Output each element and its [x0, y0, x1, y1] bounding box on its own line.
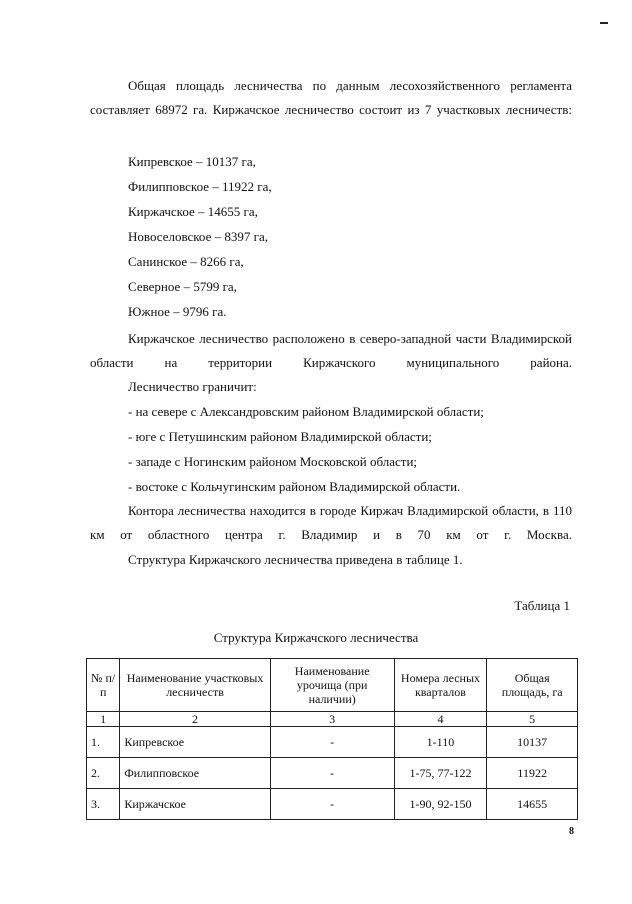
- row-number: 1.: [87, 727, 120, 758]
- table-title: Структура Киржачского лесничества: [213, 630, 419, 645]
- forestry-structure-table: [86, 658, 578, 820]
- header-forestry-name: Наименование участковых лесничеств: [120, 659, 270, 712]
- paragraph-office: [90, 499, 572, 547]
- row-area: 14655: [487, 789, 578, 820]
- border-item: - востоке с Кольчугинским районом Владимирской области.: [128, 479, 461, 494]
- paragraph-structure-ref: Структура Киржачского лесничества приведена в таблице 1.: [128, 552, 463, 567]
- row-tract: -: [270, 789, 394, 820]
- column-number: 5: [487, 712, 578, 727]
- corner-mark: [600, 22, 608, 24]
- row-forestry-name: Кипревское: [120, 727, 270, 758]
- row-forestry-name: Киржачское: [120, 789, 270, 820]
- border-item: - западе с Ногинским районом Московской области;: [128, 454, 418, 469]
- border-item: - юге с Петушинским районом Владимирской области;: [128, 429, 432, 444]
- border-item: - на севере с Александровским районом Владимирской области;: [128, 404, 484, 419]
- row-area: 11922: [487, 758, 578, 789]
- forestry-item: Южное – 9796 га.: [128, 304, 227, 319]
- header-number: № п/п: [87, 659, 120, 712]
- row-forestry-name: Филипповское: [120, 758, 270, 789]
- row-tract: -: [270, 727, 394, 758]
- header-area: Общая площадь, га: [487, 659, 578, 712]
- paragraph-location: [90, 327, 572, 375]
- column-number-row: [87, 712, 578, 727]
- table-caption: Таблица 1: [514, 598, 570, 613]
- row-quarters: 1-75, 77-122: [394, 758, 487, 789]
- table-row: [87, 789, 578, 820]
- table-header-row: [87, 659, 578, 712]
- paragraph-total-area-text: Общая площадь лесничества по данным лесохозяйственного регламента составляет 68972 га. Киржачское лесничество состоит из 7 участковых лесничеств:: [90, 78, 572, 117]
- paragraph-location-text: Киржачское лесничество расположено в северо-западной части Владимирской области на территории Киржачского муниципального района.: [90, 331, 572, 370]
- forestry-item: Кипревское – 10137 га,: [128, 154, 256, 169]
- paragraph-office-text: Контора лесничества находится в городе Киржач Владимирской области, в 110 км от областного центра г. Владимир и в 70 км от г. Москва.: [90, 503, 572, 542]
- forestry-item: Филипповское – 11922 га,: [128, 179, 272, 194]
- table-row: [87, 758, 578, 789]
- table-row: [87, 727, 578, 758]
- row-number: 3.: [87, 789, 120, 820]
- forestry-item: Киржачское – 14655 га,: [128, 204, 258, 219]
- forestry-item: Санинское – 8266 га,: [128, 254, 244, 269]
- header-tract-name: Наименование урочища (при наличии): [270, 659, 394, 712]
- borders-intro: Лесничество граничит:: [128, 379, 257, 394]
- row-quarters: 1-110: [394, 727, 487, 758]
- column-number: 2: [120, 712, 270, 727]
- column-number: 3: [270, 712, 394, 727]
- page-number: 8: [569, 826, 574, 837]
- paragraph-total-area: [90, 74, 572, 122]
- row-quarters: 1-90, 92-150: [394, 789, 487, 820]
- forestry-item: Новоселовское – 8397 га,: [128, 229, 268, 244]
- row-tract: -: [270, 758, 394, 789]
- column-number: 1: [87, 712, 120, 727]
- row-number: 2.: [87, 758, 120, 789]
- forestry-item: Северное – 5799 га,: [128, 279, 237, 294]
- row-area: 10137: [487, 727, 578, 758]
- column-number: 4: [394, 712, 487, 727]
- header-quarters: Номера лесных кварталов: [394, 659, 487, 712]
